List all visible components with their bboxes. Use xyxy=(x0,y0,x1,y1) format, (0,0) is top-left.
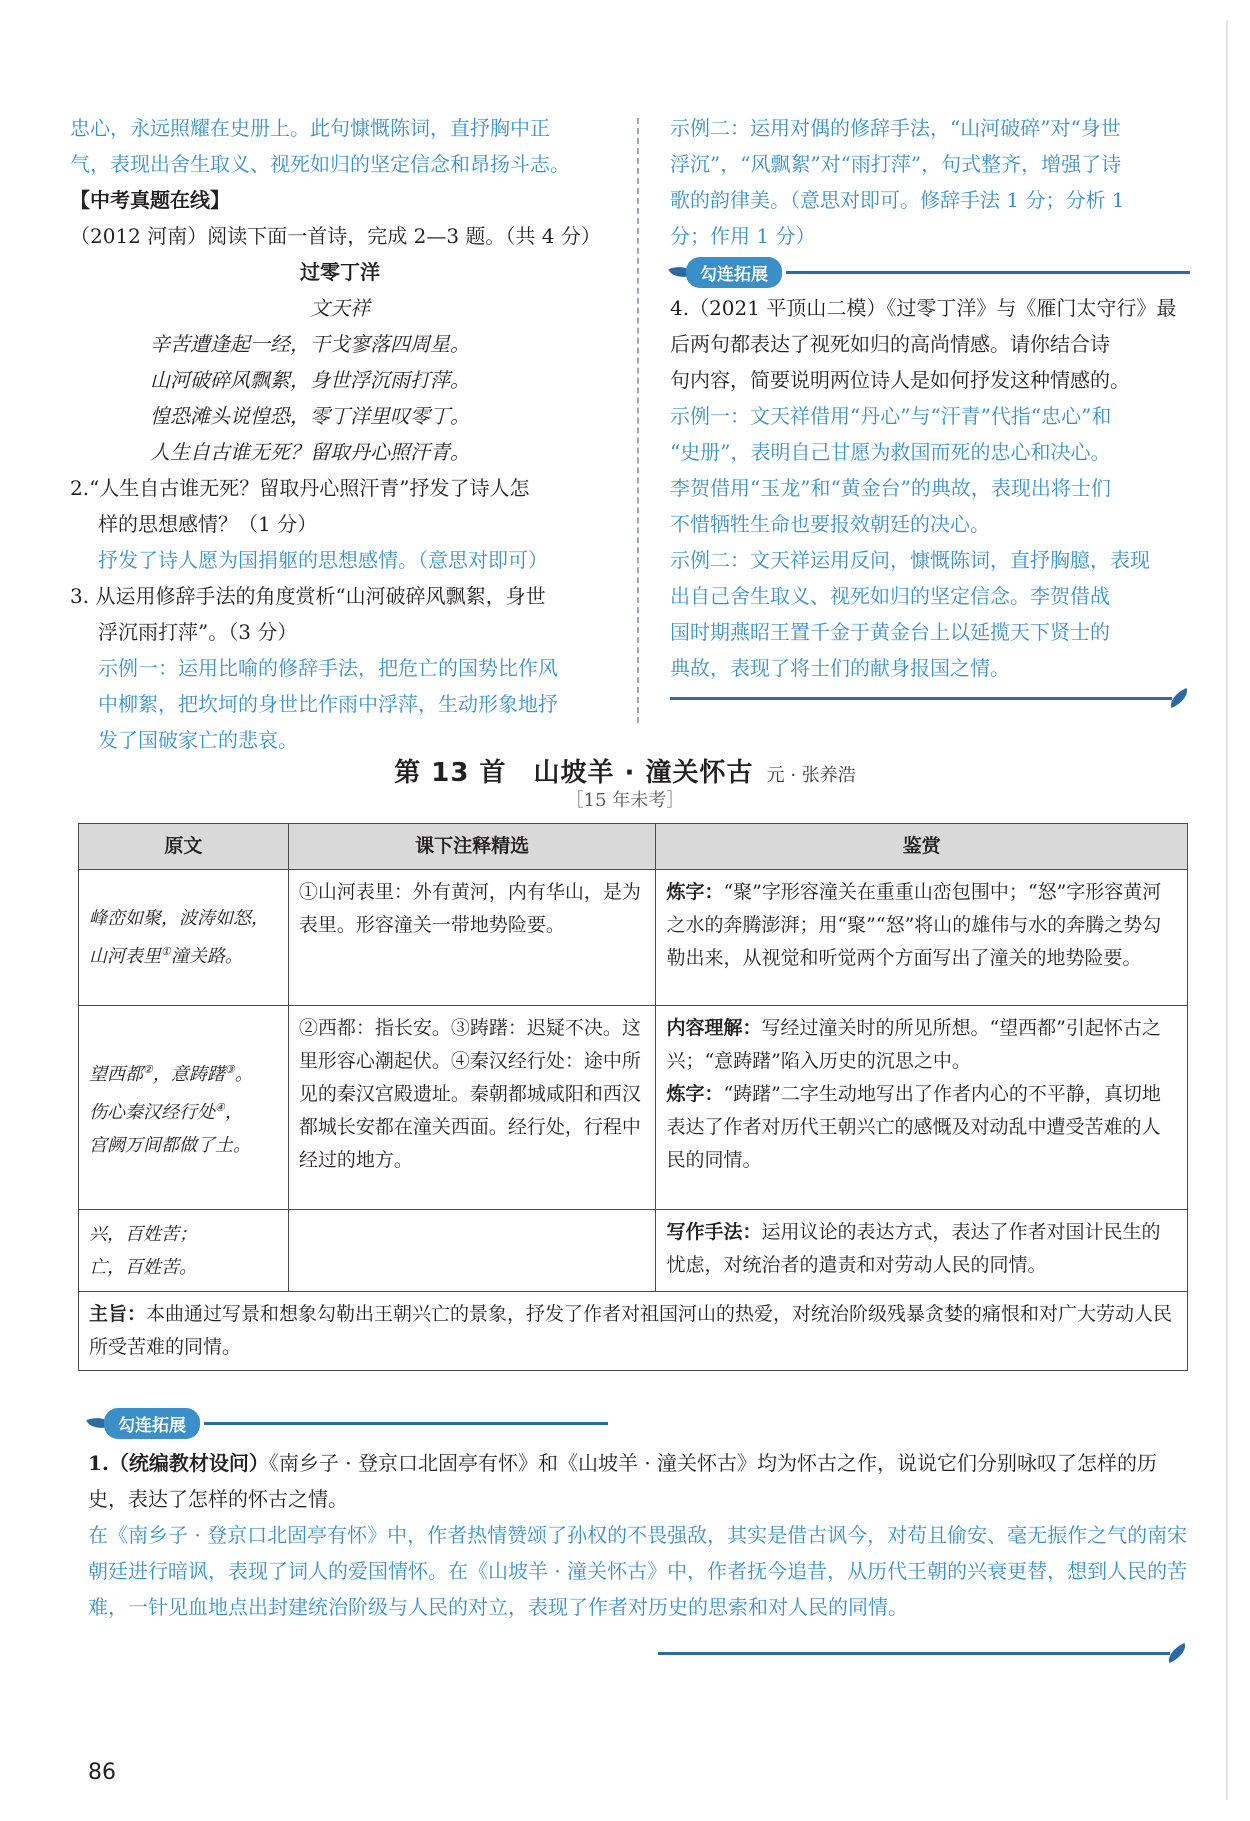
page-number: 86 xyxy=(88,1760,116,1785)
carry-over-line: 忠心，永远照耀在史册上。此句慷慨陈词，直抒胸中正 xyxy=(70,116,550,140)
notes-table xyxy=(78,823,1188,1371)
question-4: 句内容，简要说明两位诗人是如何抒发这种情感的。 xyxy=(670,368,1130,392)
appreciation-label: 内容理解： xyxy=(666,1017,762,1039)
question-1-text: 《南乡子 · 登京口北固亭有怀》和《山坡羊 · 潼关怀古》均为怀古之作，说说它们分别咏叹了怎样的历史，表达了怎样的怀古之情。 xyxy=(88,1451,1158,1511)
banner-rule xyxy=(786,271,1190,274)
question-3: 3. 从运用修辞手法的角度赏析“山河破碎风飘絮，身世 xyxy=(70,584,546,608)
page-edge xyxy=(1226,20,1228,1800)
header-original: 原文 xyxy=(79,824,289,870)
banner-end-rule xyxy=(670,686,1190,710)
original-text: ，意踌躇 xyxy=(152,1064,225,1085)
exam-intro: （2012 河南）阅读下面一首诗，完成 2—3 题。（共 4 分） xyxy=(70,224,601,248)
section-title-text: 第 13 首 山坡羊 · 潼关怀古 xyxy=(394,758,754,788)
header-appreciation: 鉴赏 xyxy=(656,824,1188,870)
answer-3: 中柳絮，把坎坷的身世比作雨中浮萍，生动形象地抒 xyxy=(98,692,558,716)
banner-end-rule xyxy=(658,1641,1188,1665)
bottom-section xyxy=(88,1405,1188,1665)
appreciation-text: “聚”字形容潼关在重重山峦包围中；“怒”字形容黄河之水的奔腾澎湃；用“聚”“怒”将山的雄伟与水的奔腾之势勾勒出来，从视觉和听觉两个方面写出了潼关的地势险要。 xyxy=(666,881,1162,969)
column-divider xyxy=(637,118,639,723)
original-text: 峰峦如聚，波涛如怒， xyxy=(89,908,269,929)
left-column xyxy=(70,110,610,758)
poem-line: 山河破碎风飘絮，身世浮沉雨打萍。 xyxy=(150,368,470,392)
appreciation-label: 炼字： xyxy=(666,881,724,903)
theme-row xyxy=(79,1292,1188,1371)
theme-text: 本曲通过写景和想象勾勒出王朝兴亡的景象，抒发了作者对祖国河山的热爱，对统治阶级残暴贪婪的痛恨和对广大劳动人民所受苦难的同情。 xyxy=(89,1303,1173,1358)
original-cell xyxy=(79,1210,289,1292)
notes-cell xyxy=(288,1210,656,1292)
original-text: 山河表里 xyxy=(89,946,161,967)
question-2: 样的思想感情？（1 分） xyxy=(98,512,318,536)
answer-3-cont: 示例二：运用对偶的修辞手法，“山河破碎”对“身世 xyxy=(670,116,1121,140)
appreciation-cell xyxy=(656,1210,1188,1292)
banner-rule xyxy=(204,1422,608,1425)
original-text: ， xyxy=(224,1102,243,1123)
notes-cell: ①山河表里：外有黄河，内有华山，是为表里。形容潼关一带地势险要。 xyxy=(288,870,656,1006)
appreciation-text: 写经过潼关时的所见所想。“望西都”引起怀古之兴；“意踌躇”陷入历史的沉思之中。 xyxy=(666,1017,1161,1072)
appreciation-cell xyxy=(656,1006,1188,1210)
extension-banner xyxy=(670,254,1190,290)
question-3: 浮沉雨打萍”。（3 分） xyxy=(98,620,298,644)
question-2: 2.“人生自古谁无死？留取丹心照汗青”抒发了诗人怎 xyxy=(70,476,530,500)
theme-cell xyxy=(79,1292,1188,1371)
answer-4: 典故，表现了将士们的献身报国之情。 xyxy=(670,656,1010,680)
footnote-mark: ② xyxy=(143,1063,153,1076)
table-row xyxy=(79,1210,1188,1292)
poem-title: 过零丁洋 xyxy=(300,260,380,284)
banner-label: 勾连拓展 xyxy=(104,1408,200,1439)
original-cell xyxy=(79,870,289,1006)
appreciation-cell xyxy=(656,870,1188,1006)
question-1-label: 1.（统编教材设问） xyxy=(88,1451,269,1475)
end-rule-line xyxy=(670,697,1172,700)
answer-3-cont: 浮沉”，“风飘絮”对“雨打萍”，句式整齐，增强了诗 xyxy=(670,152,1122,176)
question-1 xyxy=(88,1445,1188,1517)
answer-4: 示例一：文天祥借用“丹心”与“汗青”代指“忠心”和 xyxy=(670,404,1112,428)
extension-banner xyxy=(88,1405,608,1441)
footnote-mark: ① xyxy=(161,945,171,958)
section-author: 元 · 张养浩 xyxy=(766,765,856,786)
original-text: 望西都 xyxy=(89,1064,143,1085)
answer-4: 李贺借用“玉龙”和“黄金台”的典故，表现出将士们 xyxy=(670,476,1111,500)
answer-3-cont: 分；作用 1 分） xyxy=(670,224,816,248)
original-text: 潼关路。 xyxy=(170,946,243,967)
table-row xyxy=(79,1006,1188,1210)
answer-4: 示例二：文天祥运用反问，慷慨陈词，直抒胸臆，表现 xyxy=(670,548,1150,572)
appreciation-label: 炼字： xyxy=(666,1083,724,1105)
appreciation-text: “踌躇”二字生动地写出了作者内心的不平静，真切地表达了作者对历代王朝兴亡的感慨及对动乱中遭受苦难的人民的同情。 xyxy=(666,1083,1161,1171)
banner-label: 勾连拓展 xyxy=(686,257,782,288)
table-row xyxy=(79,870,1188,1006)
section-title xyxy=(0,752,1250,789)
question-4: 后两句都表达了视死如归的高尚情感。请你结合诗 xyxy=(670,332,1110,356)
footnote-mark: ③ xyxy=(224,1063,235,1076)
answer-3-cont: 歌的韵律美。（意思对即可。修辞手法 1 分；分析 1 xyxy=(670,188,1125,212)
exam-heading: 【中考真题在线】 xyxy=(70,188,230,212)
header-notes: 课下注释精选 xyxy=(288,824,656,870)
original-text: 伤心秦汉经行处 xyxy=(89,1102,215,1123)
carry-over-line: 气，表现出舍生取义、视死如归的坚定信念和昂扬斗志。 xyxy=(70,152,570,176)
original-text: 兴，百姓苦； xyxy=(89,1223,197,1245)
notes-cell: ②西都：指长安。③踌躇：迟疑不决。这里形容心潮起伏。④秦汉经行处：途中所见的秦汉宫殿遗址。秦朝都城咸阳和西汉都城长安都在潼关西面。经行处，行程中经过的地方。 xyxy=(288,1006,656,1210)
appreciation-label: 写作手法： xyxy=(666,1221,762,1243)
question-4: 4.（2021 平顶山二模）《过零丁洋》与《雁门太守行》最 xyxy=(670,296,1177,320)
right-column xyxy=(670,110,1190,710)
answer-4: 国时期燕昭王置千金于黄金台上以延揽天下贤士的 xyxy=(670,620,1110,644)
poem-line: 人生自古谁无死？留取丹心照汗青。 xyxy=(150,440,470,464)
original-text: 宫阙万间都做了土。 xyxy=(89,1135,251,1156)
answer-4: 出自己舍生取义、视死如归的坚定信念。李贺借战 xyxy=(670,584,1110,608)
poem-line: 惶恐滩头说惶恐，零丁洋里叹零丁。 xyxy=(150,404,470,428)
end-rule-line xyxy=(658,1652,1170,1655)
answer-3: 示例一：运用比喻的修辞手法，把危亡的国势比作风 xyxy=(98,656,558,680)
answer-4: 不惜牺牲生命也要报效朝廷的决心。 xyxy=(670,512,990,536)
exam-note: ［15 年未考］ xyxy=(565,790,685,811)
poem-author: 文天祥 xyxy=(310,296,370,320)
answer-2: 抒发了诗人愿为国捐躯的思想感情。（意思对即可） xyxy=(98,548,548,572)
original-cell xyxy=(79,1006,289,1210)
original-text: 亡，百姓苦。 xyxy=(89,1256,197,1278)
answer-1: 在《南乡子 · 登京口北固亭有怀》中，作者热情赞颂了孙权的不畏强敌，其实是借古讽今，对苟且偷安、毫无振作之气的南宋朝廷进行暗讽，表现了词人的爱国情怀。在《山坡羊 · 潼关怀古》中，作者抚今追昔，从历代王朝的兴衰更替，想到人民的苦难，一针见血地点出封建统治阶级与人民的对立，表现了作者对历史的思索和对人民的同情。 xyxy=(88,1523,1188,1619)
appreciation-text: 运用议论的表达方式，表达了作者对国计民生的忧虑，对统治者的遣责和对劳动人民的同情。 xyxy=(666,1221,1161,1276)
answer-4: “史册”，表明自己甘愿为救国而死的忠心和决心。 xyxy=(670,440,1111,464)
table-header-row xyxy=(79,824,1188,870)
footnote-mark: ④ xyxy=(215,1101,225,1114)
answer-3: 发了国破家亡的悲哀。 xyxy=(98,728,298,752)
theme-label: 主旨： xyxy=(89,1303,147,1325)
original-text: 。 xyxy=(234,1064,253,1085)
poem-line: 辛苦遭逢起一经，干戈寥落四周星。 xyxy=(150,332,470,356)
